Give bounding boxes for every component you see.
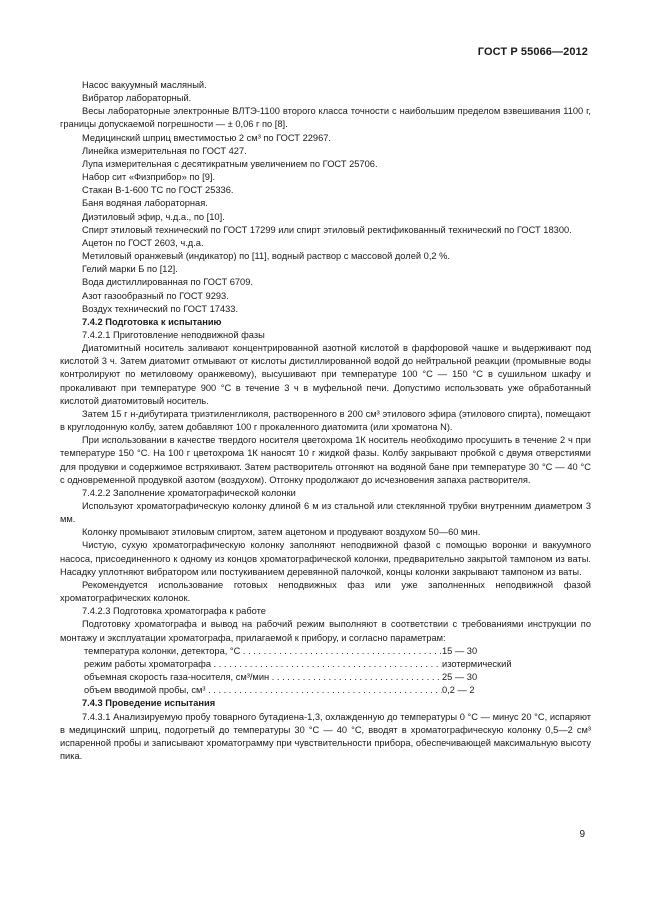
paragraph: Используют хроматографическую колонку длиной 6 м из стальной или стеклянной трубки внутренним диаметром 3 мм. [60, 501, 591, 525]
parameter-row [84, 645, 591, 658]
parameter-name: объемная скорость газа-носителя, см³/мин . . . [84, 671, 442, 684]
reagent-item: Вода дистиллированная по ГОСТ 6709. [82, 277, 253, 288]
parameter-value: изотермический [442, 658, 512, 669]
paragraph: Рекомендуется использование готовых неподвижных фаз или уже заполненных неподвижной фазой хроматографических колонок. [60, 579, 591, 604]
page-number: 9 [579, 829, 585, 840]
reagent-item: Метиловый оранжевый (индикатор) по [11], водный раствор с массовой долей 0,2 %. [82, 251, 451, 262]
reagent-item: Спирт этиловый технический по ГОСТ 17299 или спирт этиловый ректификованный технический по ГОСТ 18300. [82, 224, 572, 235]
equipment-item: Стакан В-1-600 ТС по ГОСТ 25336. [82, 185, 234, 196]
equipment-item: Насос вакуумный масляный. [82, 80, 207, 90]
equipment-item: Набор сит «Физприбор» по [9]. [82, 172, 216, 183]
parameter-value: 25 — 30 [442, 672, 478, 683]
equipment-item: Вибратор лабораторный. [82, 93, 192, 104]
parameter-row [84, 671, 591, 684]
parameter-row [84, 684, 591, 697]
equipment-item: Баня водяная лабораторная. [82, 198, 208, 209]
reagent-item: Диэтиловый эфир, ч.д.а., по [10]. [82, 211, 225, 222]
parameters-list [84, 645, 591, 698]
paragraph: Чистую, сухую хроматографическую колонку заполняют неподвижной фазой с помощью воронки и вакуумного насоса, присоединенного к одному из концов хроматографической колонки, предварительно закрытой тампоном из ваты. Насадку уплотняют вибратором или постукиванием деревянной палочкой, концы колонки закрывают тампоном из ваты. [60, 540, 591, 577]
paragraph: При использовании в качестве твердого носителя цветохрома 1К носитель необходимо просушить в течение 2 ч при температуре 150 °С. На 100 г цветохрома 1К наносят 10 г жидкой фазы. Колбу закрывают пробкой с двумя отверстиями для продувки и содержимое встряхивают. Затем растворитель отгоняют на водяной бане при температуре 30 °С — 40 °С с одновременной продувкой азотом (воздухом). Отгонку продолжают до исчезновения запаха растворителя. [60, 435, 591, 485]
paragraph: Колонку промывают этиловым спиртом, затем ацетоном и продувают воздухом 50—60 мин. [82, 527, 481, 538]
parameter-name: температура колонки, детектора, °С . . . [84, 645, 442, 658]
reagent-item: Гелий марки Б по [12]. [82, 264, 178, 275]
equipment-item: Весы лабораторные электронные ВЛТЭ-1100 второго класса точности с наибольшим пределом взвешивания 1100 г, границы допускаемой погрешности — ± 0,06 г по [8]. [60, 106, 591, 130]
page-body [60, 79, 591, 763]
reagent-item: Азот газообразный по ГОСТ 9293. [82, 290, 229, 301]
reagent-item: Ацетон по ГОСТ 2603, ч.д.а. [82, 237, 204, 248]
document-standard-number: ГОСТ Р 55066—2012 [477, 46, 588, 58]
paragraph: Подготовку хроматографа и вывод на рабочий режим выполняют в соответствии с требованиями инструкции по монтажу и эксплуатации хроматографа, прилагаемой к прибору, и согласно параметрам: [60, 619, 591, 643]
parameter-value: 15 — 30 [442, 645, 478, 656]
parameter-name: объем вводимой пробы, см³ . . . [84, 684, 442, 697]
equipment-item: Лупа измерительная с десятикратным увеличением по ГОСТ 25706. [82, 158, 378, 169]
section-heading-7-4-2: 7.4.2 Подготовка к испытанию [82, 316, 222, 327]
paragraph: 7.4.3.1 Анализируемую пробу товарного бутадиена-1,3, охлажденную до температуры 0 °С — минус 20 °С, испаряют в медицинский шприц, подогретый до температуры 30 °С — 40 °С, вводят в хроматографическую колонку 0,5—2 см³ испаренной пробы и записывают хроматограмму при чувствительности прибора, обеспечивающей максимальную высоту пика. [60, 711, 591, 761]
subsection-title-7-4-2-2: 7.4.2.2 Заполнение хроматографической колонки [82, 487, 296, 498]
reagent-item: Воздух технический по ГОСТ 17433. [82, 303, 239, 314]
subsection-title-7-4-2-3: 7.4.2.3 Подготовка хроматографа к работе [82, 606, 266, 617]
paragraph: Затем 15 г н-дибутирата триэтиленгликоля, растворенного в 200 см³ этилового эфира (этилового спирта), помещают в круглодонную колбу, затем добавляют 100 г прокаленного диатомита (или хроматона N). [60, 408, 591, 433]
paragraph: Диатомитный носитель заливают концентрированной азотной кислотой в фарфоровой чашке и выдерживают под кислотой 3 ч. Затем диатомит отмывают от кислоты дистиллированной водой до нейтральной реакции (промывные воды контролируют по метиловому оранжевому), высушивают при температуре 100 °С — 150 °С в сушильном шкафу и прокаливают при температуре 900 °С в течение 3 ч в муфельной печи. Допустимо использовать уже обработанный кислотой диатомитовый носитель. [60, 343, 591, 406]
equipment-item: Линейка измерительная по ГОСТ 427. [82, 145, 247, 156]
equipment-item: Медицинский шприц вместимостью 2 см³ по ГОСТ 22967. [82, 132, 332, 143]
parameter-name: режим работы хроматографа . . . [84, 658, 442, 671]
subsection-title-7-4-2-1: 7.4.2.1 Приготовление неподвижной фазы [82, 329, 265, 340]
section-heading-7-4-3: 7.4.3 Проведение испытания [82, 698, 216, 709]
parameter-row [84, 658, 591, 671]
parameter-value: 0,2 — 2 [442, 685, 475, 696]
